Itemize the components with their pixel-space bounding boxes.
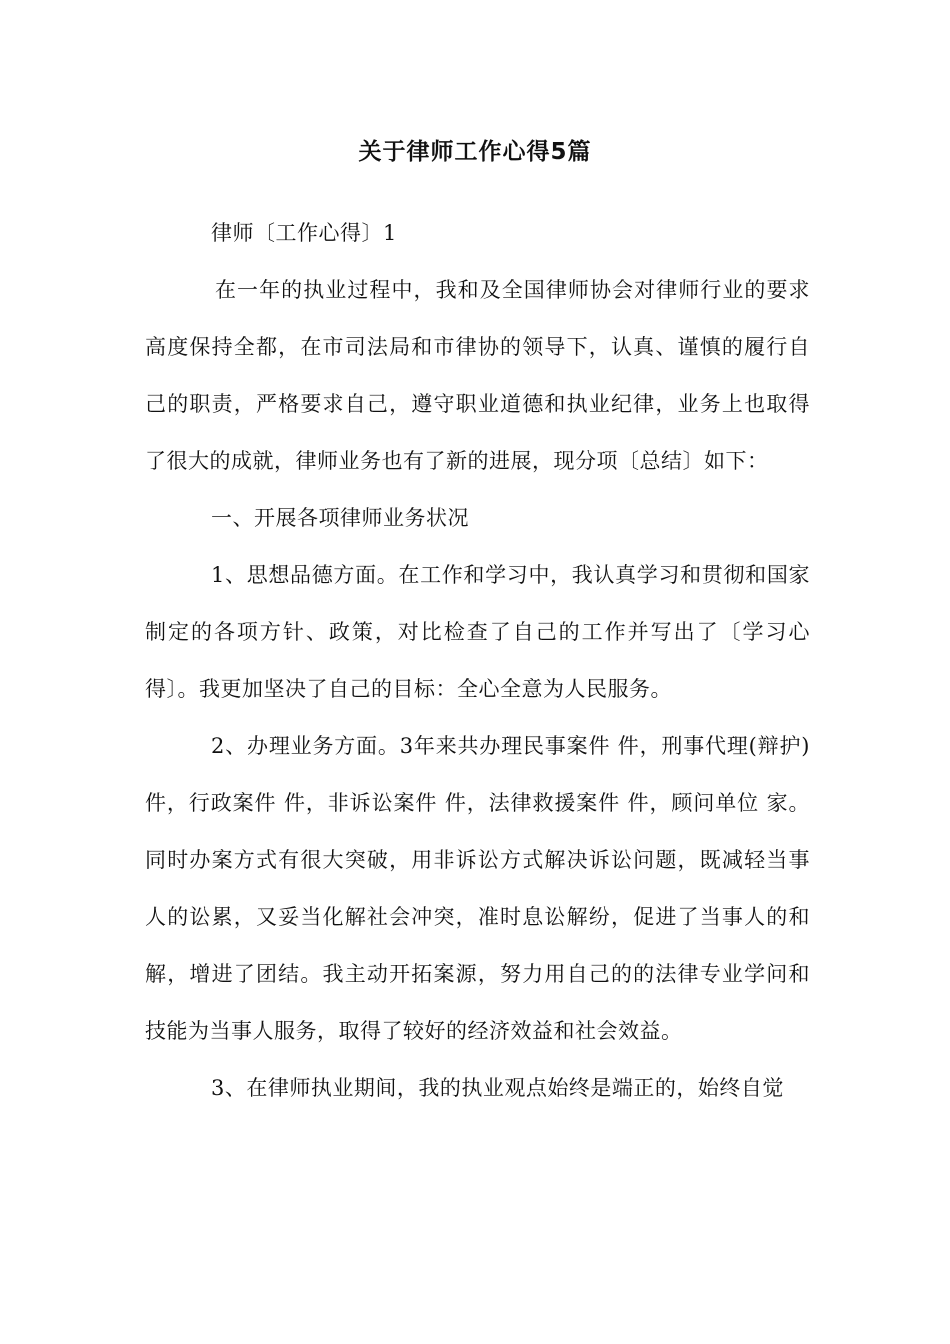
document-body — [145, 205, 810, 1117]
paragraph-intro: 在一年的执业过程中，我和及全国律师协会对律师行业的要求高度保持全都，在市司法局和市律协的领导下，认真、谨慎的履行自己的职责，严格要求自己，遵守职业道德和执业纪律，业务上也取得了很大的成就，律师业务也有了新的进展，现分项〔总结〕如下： — [145, 278, 810, 473]
paragraph-item-2: 2、办理业务方面。3年来共办理民事案件 件，刑事代理(辩护)件，行政案件 件，非诉讼案件 件，法律救援案件 件，顾问单位 家。同时办案方式有很大突破，用非诉讼方式解决诉讼问题，既减轻当事人的讼累，又妥当化解社会冲突，准时息讼解纷，促进了当事人的和解，增进了团结。我主动开拓案源，努力用自己的的法律专业学问和技能为当事人服务，取得了较好的经济效益和社会效益。 — [145, 734, 810, 1043]
section-heading-1: 律师〔工作心得〕1 — [211, 221, 397, 245]
paragraph-item-1: 1、思想品德方面。在工作和学习中，我认真学习和贯彻和国家制定的各项方针、政策，对比检查了自己的工作并写出了〔学习心得〕。我更加坚决了自己的目标：全心全意为人民服务。 — [145, 563, 810, 701]
document-title: 关于律师工作心得5篇 — [358, 139, 592, 165]
section-heading-2: 一、开展各项律师业务状况 — [211, 506, 469, 530]
paragraph-item-3: 3、在律师执业期间，我的执业观点始终是端正的，始终自觉 — [211, 1076, 784, 1100]
